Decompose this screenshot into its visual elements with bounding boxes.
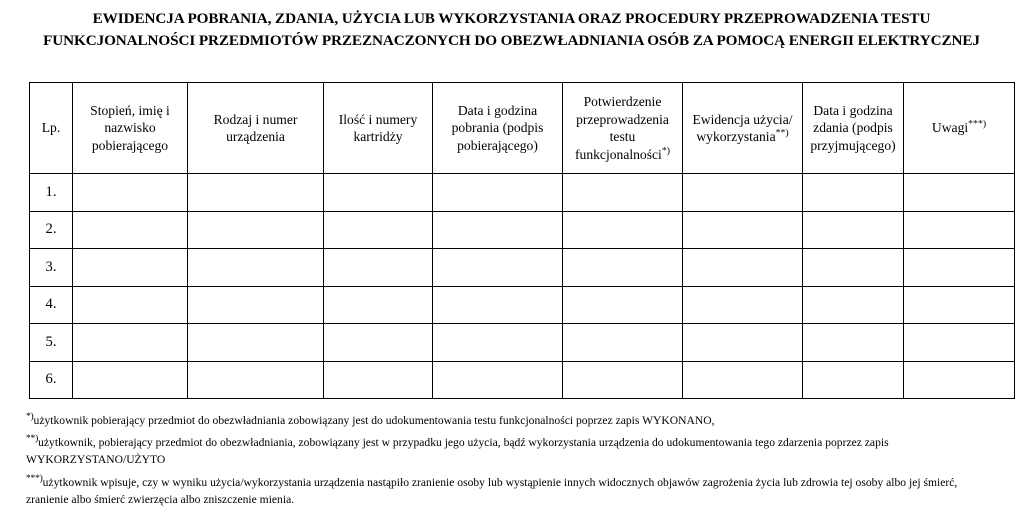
cell-pickup-datetime[interactable] [433,174,563,212]
column-header-lp [30,83,73,174]
column-header-device-type-label: Rodzaj i numer urządzenia [213,111,298,144]
column-header-functionality-test [563,83,683,174]
cell-usage-record[interactable] [683,324,803,362]
table-header [30,83,1015,174]
cell-remarks[interactable] [904,361,1015,399]
column-header-lp-label: Lp. [41,120,61,136]
cell-cartridges[interactable] [324,286,433,324]
column-header-functionality-test-label: Potwierdzenie przeprowadzenia testu funkcjonalności [575,94,669,162]
cell-pickup-datetime[interactable] [433,249,563,287]
cell-return-datetime[interactable] [803,324,904,362]
cell-device-type[interactable] [188,174,324,212]
cell-return-datetime[interactable] [803,211,904,249]
column-header-remarks [904,83,1015,174]
cell-pickup-datetime[interactable] [433,324,563,362]
column-header-return-datetime [803,83,904,174]
column-header-remarks-label: Uwagi [931,120,969,136]
footnote-marker: ***) [26,473,43,484]
cell-remarks[interactable] [904,324,1015,362]
cell-pickup-datetime[interactable] [433,211,563,249]
cell-usage-record[interactable] [683,361,803,399]
column-header-rank-name-label: Stopień, imię i nazwisko pobierającego [90,102,170,153]
table-row [30,174,1015,212]
footnote-marker: **) [26,434,39,445]
cell-usage-record[interactable] [683,286,803,324]
column-header-return-datetime-label: Data i godzina zdania (podpis przyjmującego) [810,102,896,153]
cell-rank-name[interactable] [73,249,188,287]
cell-functionality-test[interactable] [563,174,683,212]
footnote-marker-single-asterisk: *) [661,144,670,156]
cell-return-datetime[interactable] [803,249,904,287]
table-row [30,286,1015,324]
cell-rank-name[interactable] [73,211,188,249]
cell-remarks[interactable] [904,286,1015,324]
cell-device-type[interactable] [188,211,324,249]
cell-functionality-test[interactable] [563,286,683,324]
row-index: 1. [30,174,73,212]
table-row [30,324,1015,362]
column-header-rank-name [73,83,188,174]
cell-device-type[interactable] [188,286,324,324]
cell-remarks[interactable] [904,174,1015,212]
column-header-pickup-datetime-label: Data i godzina pobrania (podpis pobierającego) [451,102,544,153]
cell-cartridges[interactable] [324,361,433,399]
footnote-text: użytkownik, pobierający przedmiot do obezwładniania, zobowiązany jest w przypadku jego użycia, bądź wykorzystania urządzenia do udokumentowania tego zdarzenia poprzez zapis WYKORZYSTANO/UŻYTO [26,436,889,467]
footnote-text: użytkownik wpisuje, czy w wyniku użycia/wykorzystania urządzenia nastąpiło zranienie osoby lub wystąpienie innych widocznych objawów zagrożenia życia lub zdrowia tej osoby albo jej śmierć, zranienie albo śmierć zwierzęcia albo zniszczenie mienia. [26,475,958,506]
column-header-device-type [188,83,324,174]
footnote-single-asterisk [26,412,1001,429]
cell-remarks[interactable] [904,211,1015,249]
cell-functionality-test[interactable] [563,249,683,287]
cell-cartridges[interactable] [324,211,433,249]
cell-rank-name[interactable] [73,286,188,324]
row-index: 3. [30,249,73,287]
column-header-usage-record [683,83,803,174]
cell-usage-record[interactable] [683,249,803,287]
cell-pickup-datetime[interactable] [433,361,563,399]
footnote-marker-double-asterisk: **) [775,127,789,139]
cell-return-datetime[interactable] [803,361,904,399]
cell-usage-record[interactable] [683,211,803,249]
table-row [30,211,1015,249]
column-header-cartridges [324,83,433,174]
footnote-marker-triple-asterisk: ***) [968,118,987,130]
cell-rank-name[interactable] [73,361,188,399]
footnote-text: użytkownik pobierający przedmiot do obezwładniania zobowiązany jest do udokumentowania testu funkcjonalności poprzez zapis WYKONANO, [33,414,715,427]
registry-table [29,82,1015,399]
footnote-triple-asterisk [26,474,1001,508]
cell-remarks[interactable] [904,249,1015,287]
page-title: EWIDENCJA POBRANIA, ZDANIA, UŻYCIA LUB WYKORZYSTANIA ORAZ PROCEDURY PRZEPROWADZENIA TESTU FUNKCJONALNOŚCI PRZEDMIOTÓW PRZEZNACZONYCH DO OBEZWŁADNIANIA OSÓB ZA POMOCĄ ENERGII ELEKTRYCZNEJ [43,10,980,49]
cell-device-type[interactable] [188,324,324,362]
footnote-double-asterisk [26,434,1001,468]
table-row [30,249,1015,287]
cell-functionality-test[interactable] [563,211,683,249]
cell-return-datetime[interactable] [803,286,904,324]
cell-cartridges[interactable] [324,324,433,362]
table-header-row [30,83,1015,174]
cell-cartridges[interactable] [324,249,433,287]
footnotes-section [26,412,1001,508]
row-index: 4. [30,286,73,324]
cell-rank-name[interactable] [73,174,188,212]
cell-rank-name[interactable] [73,324,188,362]
cell-functionality-test[interactable] [563,324,683,362]
footnote-marker: *) [26,412,34,423]
cell-pickup-datetime[interactable] [433,286,563,324]
cell-functionality-test[interactable] [563,361,683,399]
column-header-cartridges-label: Ilość i numery kartridży [338,111,418,144]
column-header-usage-record-label: Ewidencja użycia/ wykorzystania [692,111,793,144]
column-header-pickup-datetime [433,83,563,174]
row-index: 6. [30,361,73,399]
cell-usage-record[interactable] [683,174,803,212]
table-body [30,174,1015,399]
row-index: 2. [30,211,73,249]
cell-device-type[interactable] [188,361,324,399]
table-row [30,361,1015,399]
cell-return-datetime[interactable] [803,174,904,212]
row-index: 5. [30,324,73,362]
cell-cartridges[interactable] [324,174,433,212]
cell-device-type[interactable] [188,249,324,287]
